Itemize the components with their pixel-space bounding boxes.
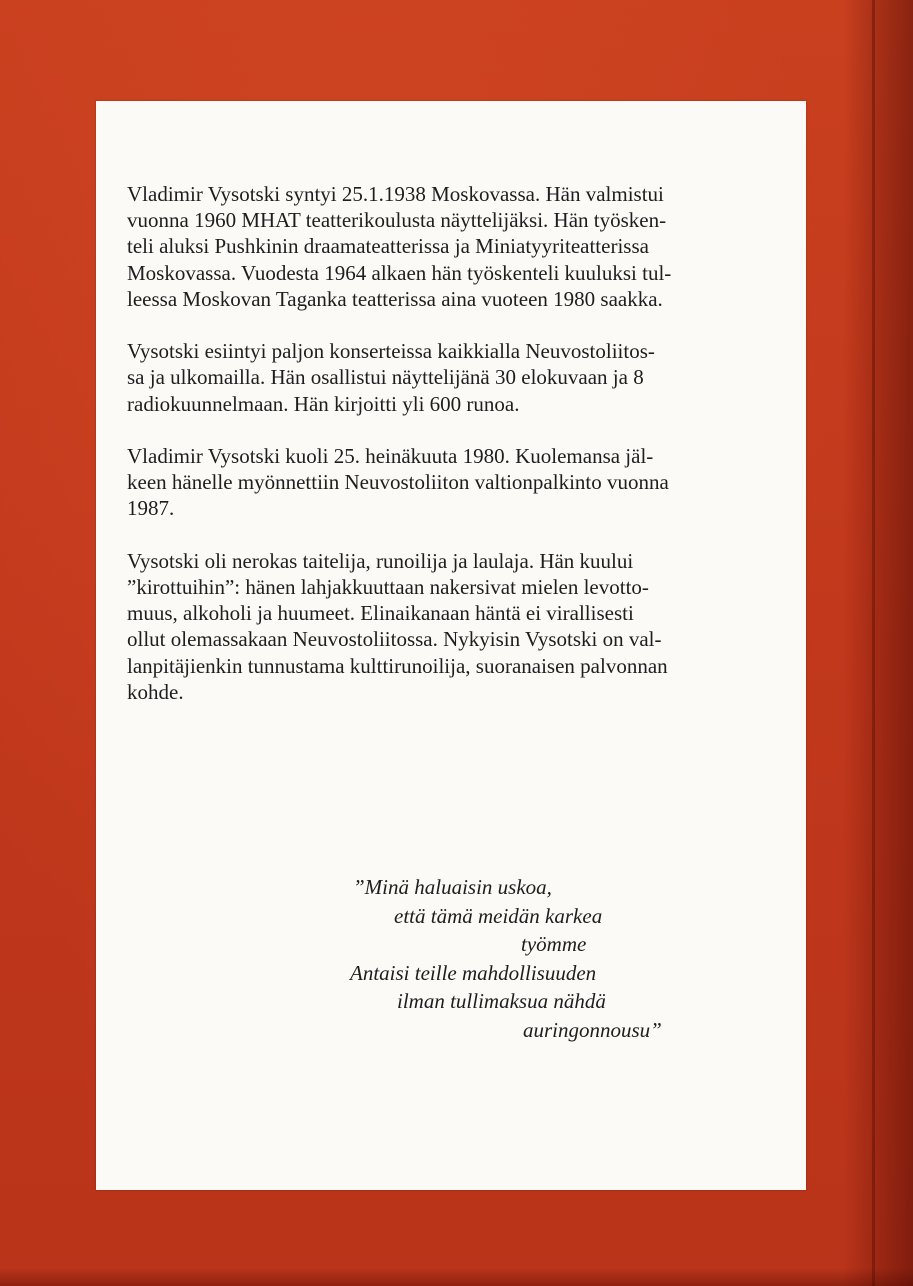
paragraph-birth: Vladimir Vysotski syntyi 25.1.1938 Moskovassa. Hän valmistui vuonna 1960 MHAT teatterikoulusta näyttelijäksi. Hän työsken- teli aluksi Pushkinin draamateatterissa ja Miniatyyriteatterissa Moskovassa. Vuodesta 1964 alkaen hän työskenteli kuuluksi tul- leessa Moskovan Taganka teatterissa aina vuoteen 1980 saakka. xyxy=(127,182,672,311)
paragraph-career: Vysotski esiintyi paljon konserteissa kaikkialla Neuvostoliitos- sa ja ulkomailla. Hän osallistui näyttelijänä 30 elokuvaan ja 8 radiokuunnelmaan. Hän kirjoitti yli 600 runoa. xyxy=(127,339,655,416)
text-panel xyxy=(96,101,806,1190)
biography-text xyxy=(127,181,777,731)
paragraph-legacy: Vysotski oli nerokas taitelija, runoilija ja laulaja. Hän kuului ”kirottuihin”: hänen lahjakkuuttaan nakersivat mielen levotto- muus, alkoholi ja huumeet. Elinaikanaan häntä ei virallisesti ollut olemassakaan Neuvostoliitossa. Nykyisin Vysotski on val- lanpitäjienkin tunnustama kulttirunoilija, suoranaisen palvonnan kohde. xyxy=(127,548,668,704)
quote-line: ilman tullimaksua nähdä xyxy=(397,989,606,1014)
spine-edge xyxy=(872,0,875,1286)
quote-line: auringonnousu” xyxy=(523,1017,662,1042)
quote-line: että tämä meidän karkea xyxy=(394,903,603,928)
paragraph-death: Vladimir Vysotski kuoli 25. heinäkuuta 1980. Kuolemansa jäl- keen hänelle myönnettiin Neuvostoliiton valtionpalkinto vuonna 1987. xyxy=(127,444,669,521)
poem-quote xyxy=(346,873,766,1045)
quote-line: Antaisi teille mahdollisuuden xyxy=(350,960,597,985)
cover-bottom-edge xyxy=(0,1268,913,1286)
quote-line: ”Minä haluaisin uskoa, xyxy=(353,875,552,899)
quote-line: työmme xyxy=(521,932,587,957)
spine-shadow xyxy=(843,0,913,1286)
